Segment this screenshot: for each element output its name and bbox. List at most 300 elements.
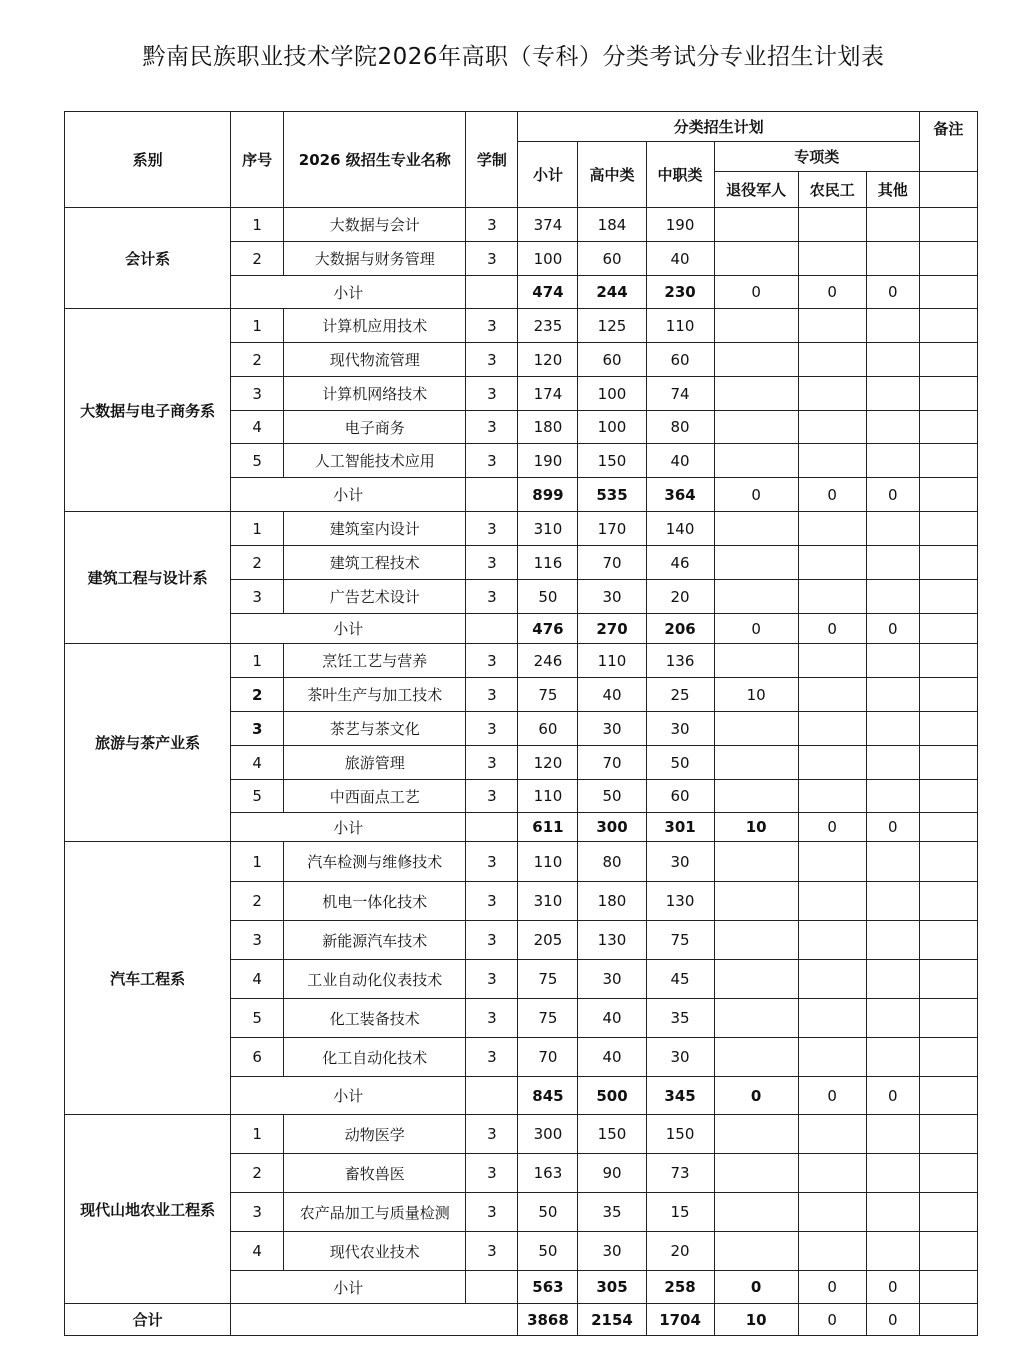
years-cell: 3: [466, 208, 518, 242]
high-school-cell: 30: [578, 1232, 646, 1271]
subtotal-label: 小计: [231, 1271, 466, 1304]
total-cell: 75: [518, 678, 578, 712]
remark-cell: [919, 546, 977, 580]
migrant-cell: [798, 999, 866, 1038]
high-school-cell: 30: [578, 712, 646, 746]
remark-cell: [919, 208, 977, 242]
major-cell: 建筑工程技术: [284, 546, 466, 580]
years-cell: 3: [466, 882, 518, 921]
veteran-cell: [714, 242, 798, 276]
major-cell: 茶叶生产与加工技术: [284, 678, 466, 712]
subtotal-label: 小计: [231, 813, 466, 842]
seq-cell: 2: [231, 882, 284, 921]
other-cell: [866, 242, 919, 276]
subtotal-label: 小计: [231, 478, 466, 512]
subtotal-veteran: 0: [714, 1271, 798, 1304]
migrant-cell: [798, 512, 866, 546]
total-cell: 75: [518, 999, 578, 1038]
subtotal-high-school: 535: [578, 478, 646, 512]
other-cell: [866, 1038, 919, 1077]
vocational-cell: 30: [646, 1038, 714, 1077]
remark-cell: [919, 512, 977, 546]
subtotal-other: 0: [866, 276, 919, 309]
years-cell: 3: [466, 712, 518, 746]
total-cell: 205: [518, 921, 578, 960]
other-cell: [866, 309, 919, 343]
subtotal-high-school: 244: [578, 276, 646, 309]
remark-cell: [919, 1232, 977, 1271]
major-cell: 新能源汽车技术: [284, 921, 466, 960]
enrollment-plan-table: [64, 111, 978, 1336]
grand-total-row: [65, 1304, 978, 1336]
migrant-cell: [798, 377, 866, 411]
remark-cell: [919, 842, 977, 882]
subtotal-high-school: 305: [578, 1271, 646, 1304]
header-seq: 序号: [231, 112, 284, 208]
migrant-cell: [798, 842, 866, 882]
major-cell: 电子商务: [284, 411, 466, 444]
other-cell: [866, 999, 919, 1038]
vocational-cell: 73: [646, 1154, 714, 1193]
subtotal-total: 563: [518, 1271, 578, 1304]
high-school-cell: 80: [578, 842, 646, 882]
major-cell: 工业自动化仪表技术: [284, 960, 466, 999]
high-school-cell: 130: [578, 921, 646, 960]
subtotal-veteran: 0: [714, 1077, 798, 1115]
other-cell: [866, 444, 919, 478]
seq-cell: 4: [231, 960, 284, 999]
major-cell: 计算机应用技术: [284, 309, 466, 343]
other-cell: [866, 1154, 919, 1193]
major-cell: 畜牧兽医: [284, 1154, 466, 1193]
veteran-cell: [714, 512, 798, 546]
grand-total-total: 3868: [518, 1304, 578, 1336]
grand-total-vocational: 1704: [646, 1304, 714, 1336]
subtotal-migrant: 0: [798, 1271, 866, 1304]
subtotal-veteran: 10: [714, 813, 798, 842]
veteran-cell: [714, 377, 798, 411]
subtotal-migrant: 0: [798, 813, 866, 842]
remark-cell: [919, 678, 977, 712]
header-special: 专项类: [714, 142, 919, 172]
subtotal-other: 0: [866, 813, 919, 842]
total-cell: 310: [518, 882, 578, 921]
remark-cell: [919, 1115, 977, 1154]
remark-cell: [919, 921, 977, 960]
major-cell: 大数据与财务管理: [284, 242, 466, 276]
major-cell: 人工智能技术应用: [284, 444, 466, 478]
total-cell: 120: [518, 746, 578, 780]
years-cell: 3: [466, 444, 518, 478]
years-cell: 3: [466, 343, 518, 377]
remark-cell: [919, 478, 977, 512]
veteran-cell: [714, 444, 798, 478]
seq-cell: 5: [231, 444, 284, 478]
years-cell: [466, 813, 518, 842]
subtotal-total: 476: [518, 614, 578, 644]
veteran-cell: [714, 921, 798, 960]
migrant-cell: [798, 921, 866, 960]
department-name: 旅游与茶产业系: [65, 644, 231, 842]
years-cell: 3: [466, 999, 518, 1038]
veteran-cell: [714, 1115, 798, 1154]
subtotal-label: 小计: [231, 1077, 466, 1115]
other-cell: [866, 678, 919, 712]
table-row: [65, 512, 978, 546]
total-cell: 70: [518, 1038, 578, 1077]
veteran-cell: [714, 343, 798, 377]
years-cell: 3: [466, 1232, 518, 1271]
seq-cell: 3: [231, 377, 284, 411]
total-cell: 180: [518, 411, 578, 444]
migrant-cell: [798, 746, 866, 780]
seq-cell: 3: [231, 1193, 284, 1232]
header-migrant: 农民工: [798, 172, 866, 208]
veteran-cell: [714, 546, 798, 580]
veteran-cell: [714, 960, 798, 999]
other-cell: [866, 780, 919, 813]
department-name: 现代山地农业工程系: [65, 1115, 231, 1304]
high-school-cell: 170: [578, 512, 646, 546]
subtotal-migrant: 0: [798, 614, 866, 644]
veteran-cell: [714, 1154, 798, 1193]
header-high-school: 高中类: [578, 142, 646, 208]
veteran-cell: [714, 1038, 798, 1077]
major-cell: 茶艺与茶文化: [284, 712, 466, 746]
seq-cell: 2: [231, 546, 284, 580]
years-cell: 3: [466, 960, 518, 999]
other-cell: [866, 1193, 919, 1232]
total-cell: 246: [518, 644, 578, 678]
migrant-cell: [798, 1193, 866, 1232]
other-cell: [866, 842, 919, 882]
remark-cell: [919, 614, 977, 644]
veteran-cell: [714, 999, 798, 1038]
remark-cell: [919, 1271, 977, 1304]
grand-total-blank: [231, 1304, 518, 1336]
major-cell: 中西面点工艺: [284, 780, 466, 813]
years-cell: 3: [466, 1038, 518, 1077]
total-cell: 374: [518, 208, 578, 242]
migrant-cell: [798, 960, 866, 999]
table-row: [65, 208, 978, 242]
seq-cell: 2: [231, 1154, 284, 1193]
other-cell: [866, 882, 919, 921]
subtotal-other: 0: [866, 1271, 919, 1304]
remark-cell: [919, 377, 977, 411]
seq-cell: 2: [231, 343, 284, 377]
subtotal-vocational: 364: [646, 478, 714, 512]
major-cell: 农产品加工与质量检测: [284, 1193, 466, 1232]
years-cell: 3: [466, 746, 518, 780]
seq-cell: 1: [231, 842, 284, 882]
subtotal-veteran: 0: [714, 614, 798, 644]
high-school-cell: 100: [578, 411, 646, 444]
header-subtotal: 小计: [518, 142, 578, 208]
high-school-cell: 70: [578, 546, 646, 580]
migrant-cell: [798, 780, 866, 813]
high-school-cell: 50: [578, 780, 646, 813]
vocational-cell: 130: [646, 882, 714, 921]
seq-cell: 3: [231, 712, 284, 746]
migrant-cell: [798, 411, 866, 444]
header-major: 2026 级招生专业名称: [284, 112, 466, 208]
veteran-cell: [714, 882, 798, 921]
migrant-cell: [798, 644, 866, 678]
total-cell: 50: [518, 580, 578, 614]
other-cell: [866, 580, 919, 614]
remark-cell: [919, 882, 977, 921]
subtotal-migrant: 0: [798, 1077, 866, 1115]
grand-total-migrant: 0: [798, 1304, 866, 1336]
total-cell: 60: [518, 712, 578, 746]
high-school-cell: 184: [578, 208, 646, 242]
years-cell: 3: [466, 678, 518, 712]
years-cell: 3: [466, 377, 518, 411]
remark-cell: [919, 444, 977, 478]
years-cell: 3: [466, 411, 518, 444]
vocational-cell: 150: [646, 1115, 714, 1154]
years-cell: 3: [466, 1115, 518, 1154]
remark-cell: [919, 1304, 977, 1336]
subtotal-vocational: 258: [646, 1271, 714, 1304]
total-cell: 75: [518, 960, 578, 999]
remark-cell: [919, 999, 977, 1038]
high-school-cell: 35: [578, 1193, 646, 1232]
remark-cell: [919, 411, 977, 444]
remark-cell: [919, 780, 977, 813]
grand-total-high-school: 2154: [578, 1304, 646, 1336]
total-cell: 50: [518, 1193, 578, 1232]
table-row: [65, 644, 978, 678]
department-name: 建筑工程与设计系: [65, 512, 231, 644]
seq-cell: 6: [231, 1038, 284, 1077]
subtotal-migrant: 0: [798, 478, 866, 512]
migrant-cell: [798, 1232, 866, 1271]
header-remark: 备注: [919, 112, 977, 172]
seq-cell: 3: [231, 580, 284, 614]
header-years: 学制: [466, 112, 518, 208]
major-cell: 化工自动化技术: [284, 1038, 466, 1077]
veteran-cell: [714, 208, 798, 242]
total-cell: 110: [518, 842, 578, 882]
vocational-cell: 80: [646, 411, 714, 444]
major-cell: 建筑室内设计: [284, 512, 466, 546]
years-cell: 3: [466, 921, 518, 960]
other-cell: [866, 644, 919, 678]
remark-cell: [919, 1154, 977, 1193]
high-school-cell: 40: [578, 999, 646, 1038]
years-cell: [466, 1077, 518, 1115]
vocational-cell: 110: [646, 309, 714, 343]
migrant-cell: [798, 242, 866, 276]
subtotal-total: 845: [518, 1077, 578, 1115]
major-cell: 大数据与会计: [284, 208, 466, 242]
migrant-cell: [798, 882, 866, 921]
total-cell: 163: [518, 1154, 578, 1193]
veteran-cell: [714, 309, 798, 343]
department-name: 汽车工程系: [65, 842, 231, 1115]
veteran-cell: [714, 746, 798, 780]
seq-cell: 1: [231, 644, 284, 678]
major-cell: 现代物流管理: [284, 343, 466, 377]
table-row: [65, 842, 978, 882]
remark-cell: [919, 1077, 977, 1115]
migrant-cell: [798, 208, 866, 242]
other-cell: [866, 546, 919, 580]
subtotal-high-school: 270: [578, 614, 646, 644]
subtotal-other: 0: [866, 478, 919, 512]
total-cell: 190: [518, 444, 578, 478]
subtotal-total: 611: [518, 813, 578, 842]
migrant-cell: [798, 580, 866, 614]
table-row: [65, 309, 978, 343]
major-cell: 广告艺术设计: [284, 580, 466, 614]
years-cell: [466, 478, 518, 512]
vocational-cell: 40: [646, 444, 714, 478]
grand-total-label: 合计: [65, 1304, 231, 1336]
years-cell: 3: [466, 512, 518, 546]
header-remark-blank: [919, 172, 977, 208]
veteran-cell: [714, 644, 798, 678]
remark-cell: [919, 1193, 977, 1232]
remark-cell: [919, 746, 977, 780]
total-cell: 300: [518, 1115, 578, 1154]
total-cell: 116: [518, 546, 578, 580]
years-cell: 3: [466, 580, 518, 614]
veteran-cell: [714, 411, 798, 444]
major-cell: 化工装备技术: [284, 999, 466, 1038]
grand-total-other: 0: [866, 1304, 919, 1336]
vocational-cell: 45: [646, 960, 714, 999]
years-cell: 3: [466, 546, 518, 580]
seq-cell: 2: [231, 678, 284, 712]
other-cell: [866, 512, 919, 546]
seq-cell: 5: [231, 780, 284, 813]
subtotal-vocational: 206: [646, 614, 714, 644]
migrant-cell: [798, 343, 866, 377]
subtotal-high-school: 300: [578, 813, 646, 842]
vocational-cell: 15: [646, 1193, 714, 1232]
migrant-cell: [798, 1154, 866, 1193]
years-cell: 3: [466, 1193, 518, 1232]
header-veteran: 退役军人: [714, 172, 798, 208]
total-cell: 310: [518, 512, 578, 546]
high-school-cell: 30: [578, 960, 646, 999]
veteran-cell: [714, 1232, 798, 1271]
vocational-cell: 140: [646, 512, 714, 546]
subtotal-vocational: 230: [646, 276, 714, 309]
vocational-cell: 46: [646, 546, 714, 580]
remark-cell: [919, 343, 977, 377]
high-school-cell: 180: [578, 882, 646, 921]
remark-cell: [919, 1038, 977, 1077]
subtotal-total: 474: [518, 276, 578, 309]
subtotal-label: 小计: [231, 276, 466, 309]
remark-cell: [919, 309, 977, 343]
total-cell: 110: [518, 780, 578, 813]
years-cell: 3: [466, 242, 518, 276]
header-dept: 系别: [65, 112, 231, 208]
high-school-cell: 60: [578, 343, 646, 377]
veteran-cell: 10: [714, 678, 798, 712]
high-school-cell: 60: [578, 242, 646, 276]
years-cell: [466, 276, 518, 309]
department-name: 大数据与电子商务系: [65, 309, 231, 512]
total-cell: 235: [518, 309, 578, 343]
subtotal-high-school: 500: [578, 1077, 646, 1115]
table-row: [65, 1115, 978, 1154]
remark-cell: [919, 712, 977, 746]
vocational-cell: 30: [646, 842, 714, 882]
total-cell: 174: [518, 377, 578, 411]
seq-cell: 4: [231, 1232, 284, 1271]
subtotal-vocational: 345: [646, 1077, 714, 1115]
high-school-cell: 40: [578, 678, 646, 712]
migrant-cell: [798, 444, 866, 478]
page-title: 黔南民族职业技术学院2026年高职（专科）分类考试分专业招生计划表: [142, 44, 885, 70]
migrant-cell: [798, 678, 866, 712]
remark-cell: [919, 960, 977, 999]
seq-cell: 1: [231, 309, 284, 343]
major-cell: 旅游管理: [284, 746, 466, 780]
vocational-cell: 20: [646, 1232, 714, 1271]
subtotal-migrant: 0: [798, 276, 866, 309]
vocational-cell: 190: [646, 208, 714, 242]
high-school-cell: 70: [578, 746, 646, 780]
high-school-cell: 125: [578, 309, 646, 343]
major-cell: 汽车检测与维修技术: [284, 842, 466, 882]
veteran-cell: [714, 842, 798, 882]
high-school-cell: 40: [578, 1038, 646, 1077]
vocational-cell: 30: [646, 712, 714, 746]
high-school-cell: 150: [578, 444, 646, 478]
vocational-cell: 50: [646, 746, 714, 780]
major-cell: 动物医学: [284, 1115, 466, 1154]
migrant-cell: [798, 309, 866, 343]
veteran-cell: [714, 580, 798, 614]
high-school-cell: 110: [578, 644, 646, 678]
other-cell: [866, 712, 919, 746]
subtotal-other: 0: [866, 1077, 919, 1115]
other-cell: [866, 1115, 919, 1154]
high-school-cell: 100: [578, 377, 646, 411]
veteran-cell: [714, 1193, 798, 1232]
vocational-cell: 74: [646, 377, 714, 411]
seq-cell: 4: [231, 411, 284, 444]
years-cell: [466, 1271, 518, 1304]
major-cell: 计算机网络技术: [284, 377, 466, 411]
header-plan: 分类招生计划: [518, 112, 919, 142]
seq-cell: 5: [231, 999, 284, 1038]
remark-cell: [919, 276, 977, 309]
high-school-cell: 150: [578, 1115, 646, 1154]
subtotal-veteran: 0: [714, 276, 798, 309]
other-cell: [866, 1232, 919, 1271]
other-cell: [866, 343, 919, 377]
seq-cell: 1: [231, 1115, 284, 1154]
years-cell: [466, 614, 518, 644]
subtotal-label: 小计: [231, 614, 466, 644]
years-cell: 3: [466, 842, 518, 882]
department-name: 会计系: [65, 208, 231, 309]
migrant-cell: [798, 1038, 866, 1077]
major-cell: 现代农业技术: [284, 1232, 466, 1271]
other-cell: [866, 411, 919, 444]
migrant-cell: [798, 712, 866, 746]
seq-cell: 3: [231, 921, 284, 960]
migrant-cell: [798, 1115, 866, 1154]
